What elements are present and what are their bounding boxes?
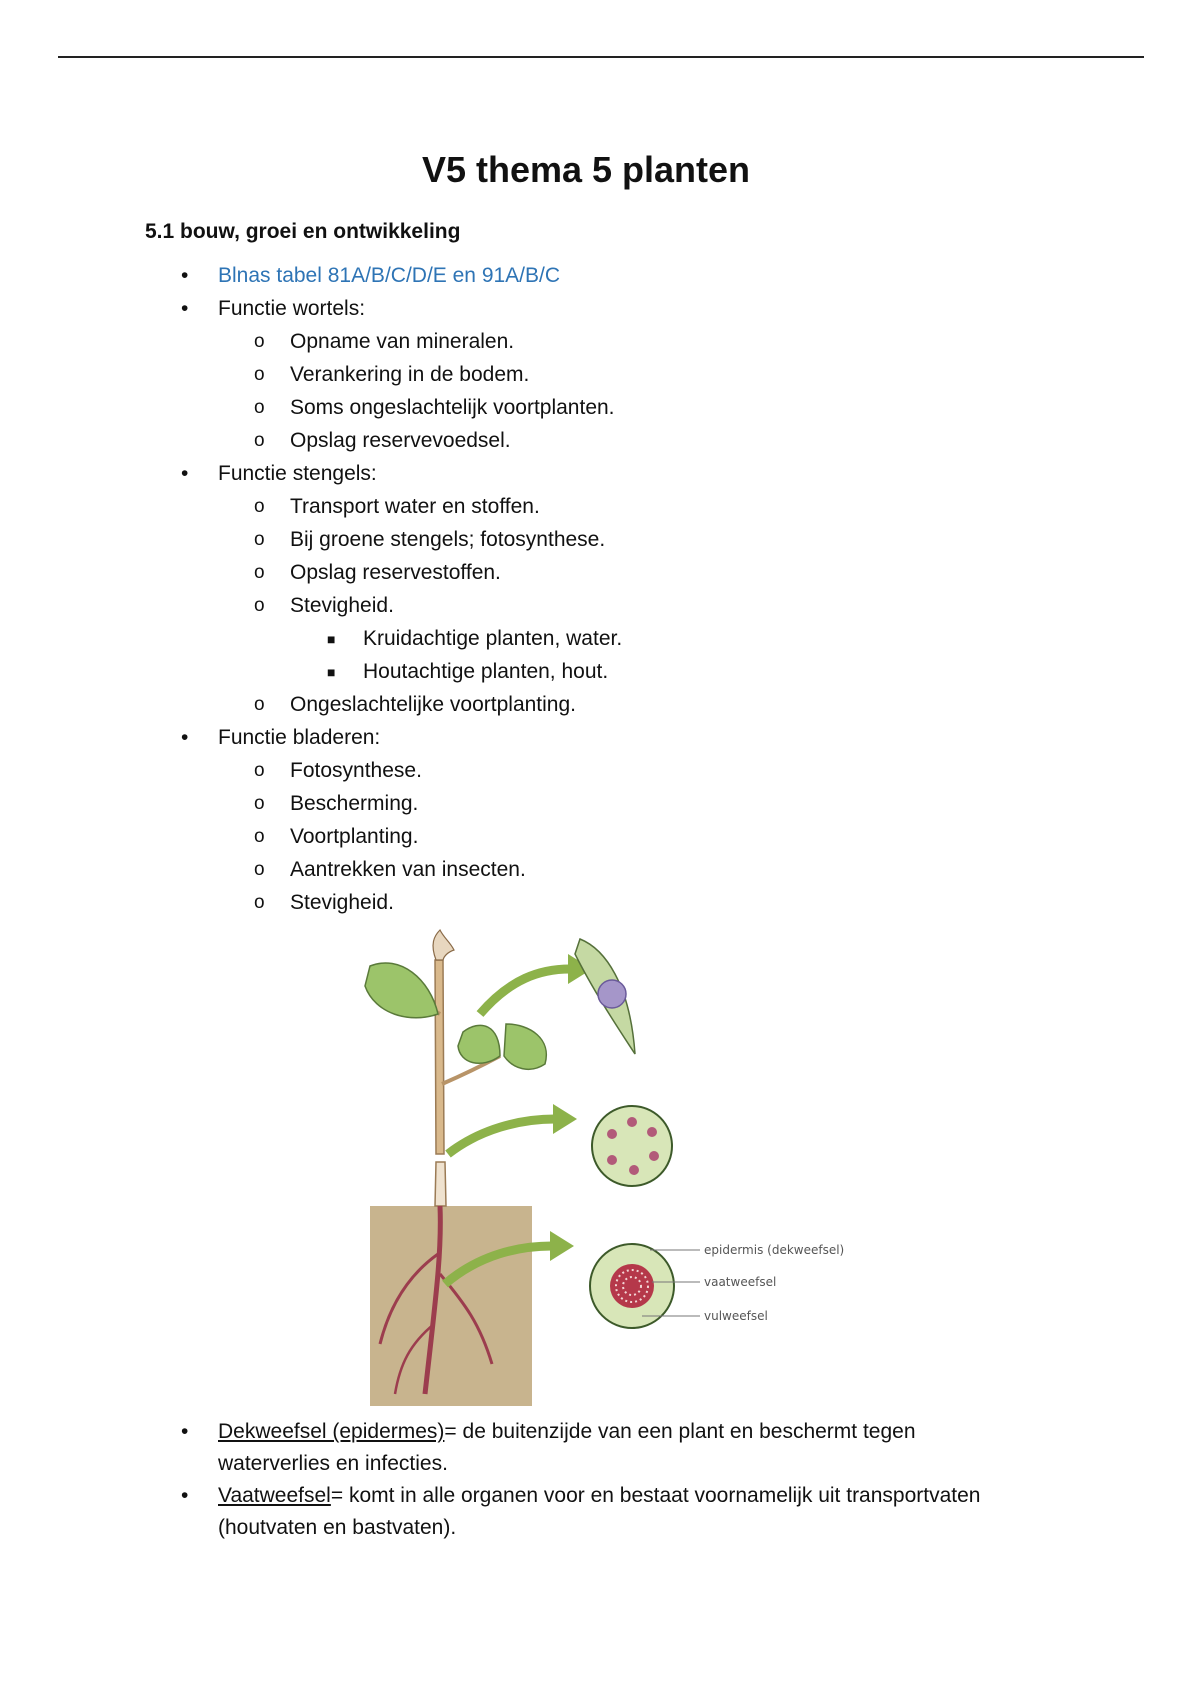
circle-bullet-icon: o: [254, 760, 265, 781]
list-item: Voortplanting.: [290, 825, 419, 848]
bullet-icon: •: [181, 462, 189, 485]
plant-diagram: [330, 924, 850, 1410]
sub-list-item: Houtachtige planten, hout.: [363, 660, 609, 683]
plant-illustration: [330, 924, 850, 1410]
list-item: Transport water en stoffen.: [290, 495, 540, 518]
circle-bullet-icon: o: [254, 562, 265, 583]
circle-bullet-icon: o: [254, 595, 265, 616]
section-heading: 5.1 bouw, groei en ontwikkeling: [145, 220, 461, 243]
page-title: V5 thema 5 planten: [421, 149, 751, 190]
vascular-bundle: [607, 1155, 617, 1165]
definition-vaatweefsel: [218, 1482, 980, 1510]
vascular-bundle: [647, 1127, 657, 1137]
term-vaatweefsel: Vaatweefsel: [218, 1484, 331, 1507]
binas-link[interactable]: Blnas tabel 81A/B/C/D/E en 91A/B/C: [218, 264, 561, 287]
definition-text: = de buitenzijde van een plant en beschermt tegen: [444, 1420, 916, 1443]
bullet-icon: •: [181, 1484, 189, 1507]
sub-list-item: Kruidachtige planten, water.: [363, 627, 623, 650]
circle-bullet-icon: o: [254, 496, 265, 517]
circle-bullet-icon: o: [254, 364, 265, 385]
circle-bullet-icon: o: [254, 430, 265, 451]
label-vulweefsel: vulweefsel: [704, 1309, 768, 1323]
bullet-icon: •: [181, 726, 189, 749]
bullet-icon: •: [181, 264, 189, 287]
circle-bullet-icon: o: [254, 529, 265, 550]
definition-text: (houtvaten en bastvaten).: [218, 1516, 457, 1539]
list-item: Bescherming.: [290, 792, 419, 815]
list-item: Verankering in de bodem.: [290, 363, 530, 386]
list-item: Opname van mineralen.: [290, 330, 515, 353]
label-epidermis: epidermis (dekweefsel): [704, 1243, 845, 1257]
stengels-heading: Functie stengels:: [218, 462, 377, 485]
list-item: Ongeslachtelijke voortplanting.: [290, 693, 577, 716]
bladeren-heading: Functie bladeren:: [218, 726, 381, 749]
wortels-heading: Functie wortels:: [218, 297, 366, 320]
circle-bullet-icon: o: [254, 793, 265, 814]
list-item: Bij groene stengels; fotosynthese.: [290, 528, 606, 551]
definition-text: waterverlies en infecties.: [218, 1452, 448, 1475]
arrow-root-head: [550, 1231, 574, 1261]
arrow-stem: [448, 1119, 555, 1154]
vascular-bundle: [627, 1117, 637, 1127]
circle-bullet-icon: o: [254, 694, 265, 715]
root-vascular-core: [610, 1264, 654, 1308]
label-vaatweefsel: vaatweefsel: [704, 1275, 777, 1289]
leaf-right-b: [504, 1024, 546, 1069]
definition-dekweefsel: [218, 1418, 916, 1446]
arrow-leaf: [480, 969, 570, 1014]
circle-bullet-icon: o: [254, 826, 265, 847]
bullet-icon: •: [181, 297, 189, 320]
arrow-stem-head: [553, 1104, 577, 1134]
stem-lower: [435, 1162, 446, 1206]
circle-bullet-icon: o: [254, 331, 265, 352]
square-bullet-icon: ■: [327, 631, 336, 647]
circle-bullet-icon: o: [254, 397, 265, 418]
bud: [433, 930, 454, 960]
list-item: Opslag reservevoedsel.: [290, 429, 511, 452]
bullet-icon: •: [181, 1420, 189, 1443]
list-item: Opslag reservestoffen.: [290, 561, 501, 584]
leaf-right-a: [458, 1025, 500, 1063]
vascular-bundle: [607, 1129, 617, 1139]
header-rule: [58, 56, 1144, 58]
leaf-section-vein: [598, 980, 626, 1008]
list-item: Aantrekken van insecten.: [290, 858, 526, 881]
vascular-bundle: [629, 1165, 639, 1175]
square-bullet-icon: ■: [327, 664, 336, 680]
stem: [435, 960, 444, 1154]
vascular-bundle: [649, 1151, 659, 1161]
list-item: Soms ongeslachtelijk voortplanten.: [290, 396, 615, 419]
list-item: Stevigheid.: [290, 891, 394, 914]
list-item: Stevigheid.: [290, 594, 394, 617]
circle-bullet-icon: o: [254, 892, 265, 913]
list-item: Fotosynthese.: [290, 759, 422, 782]
circle-bullet-icon: o: [254, 859, 265, 880]
definition-text: = komt in alle organen voor en bestaat voornamelijk uit transportvaten: [330, 1484, 981, 1507]
leaf-left: [365, 963, 438, 1018]
term-dekweefsel: Dekweefsel (epidermes): [218, 1420, 445, 1443]
